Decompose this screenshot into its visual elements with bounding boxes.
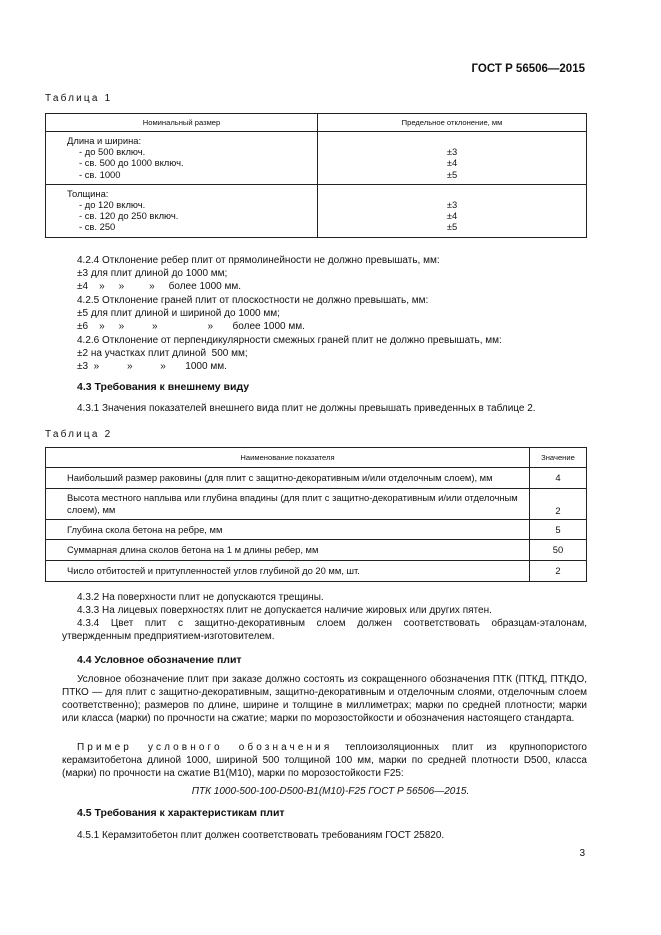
indicator-name: Суммарная длина сколов бетона на 1 м длины ребер, мм	[46, 540, 530, 561]
standard-number: ГОСТ Р 56506—2015	[471, 63, 585, 75]
indicator-name: Высота местного наплыва или глубина впадины (для плит с защитно-декоративным и/или отделочным слоем), мм	[46, 489, 530, 520]
indicator-name: Глубина скола бетона на ребре, мм	[46, 520, 530, 540]
size-item: - св. 500 до 1000 включ.	[79, 157, 184, 169]
para-4-2-6-line-b: ±3 » » » 1000 мм.	[77, 361, 227, 372]
indicator-value: 2	[530, 561, 587, 582]
table-1	[45, 113, 587, 238]
page-number: 3	[579, 848, 585, 859]
size-item: - св. 1000	[79, 168, 121, 180]
para-4-3-1: 4.3.1 Значения показателей внешнего вида плит не должны превышать приведенных в таблице 2.	[77, 403, 536, 414]
section-4-5-heading: 4.5 Требования к характеристикам плит	[77, 807, 285, 819]
table-2-header-name: Наименование показателя	[46, 448, 530, 468]
para-4-2-4-line-a: ±3 для плит длиной до 1000 мм;	[77, 268, 228, 279]
example-label: Пример условного обозначения	[77, 742, 333, 753]
para-4-2-4: 4.2.4 Отклонение ребер плит от прямолинейности не должно превышать, мм:	[77, 255, 440, 266]
para-4-2-5-line-b: ±6 » » » » более 1000 мм.	[77, 321, 305, 332]
table-row	[46, 561, 587, 582]
table-1-header-deviation: Предельное отклонение, мм	[318, 114, 587, 132]
table-1-size-cell	[46, 132, 318, 185]
group-title: Длина и ширина:	[67, 135, 142, 146]
size-item: - до 500 включ.	[79, 146, 146, 158]
indicator-value: 2	[530, 489, 587, 520]
para-4-2-4-line-b: ±4 » » » более 1000 мм.	[77, 281, 241, 292]
table-1-row	[46, 132, 587, 185]
indicator-name: Число отбитостей и притупленностей углов глубиной до 20 мм, шт.	[46, 561, 530, 582]
para-4-3-3: 4.3.3 На лицевых поверхностях плит не допускается наличие жировых или других пятен.	[77, 605, 492, 616]
table-row	[46, 489, 587, 520]
size-item: - до 120 включ.	[79, 199, 146, 211]
para-4-4	[62, 673, 587, 725]
indicator-name: Наибольший размер раковины (для плит с защитно-декоративным и/или отделочным слоем), мм	[46, 468, 530, 489]
para-4-2-6-line-a: ±2 на участках плит длиной 500 мм;	[77, 348, 248, 359]
table-2-caption: Таблица 2	[45, 429, 113, 440]
indicator-value: 50	[530, 540, 587, 561]
table-2	[45, 447, 587, 582]
deviation-value: ±3	[446, 146, 458, 158]
para-4-3-4-text: 4.3.4 Цвет плит с защитно-декоративным слоем должен соответствовать образцам-эталонам, утвержденным предприятием-изготовителем.	[62, 618, 587, 642]
deviation-value: ±3	[446, 199, 458, 210]
table-1-caption: Таблица 1	[45, 93, 113, 104]
group-title: Толщина:	[67, 187, 109, 199]
indicator-value: 5	[530, 520, 587, 540]
table-row	[46, 540, 587, 561]
table-1-header-size: Номинальный размер	[46, 114, 318, 132]
para-4-3-4	[62, 617, 587, 643]
table-1-size-cell	[46, 184, 318, 237]
para-4-2-5-line-a: ±5 для плит длиной и шириной до 1000 мм;	[77, 308, 280, 319]
example-paragraph	[62, 741, 587, 780]
para-4-4-text: Условное обозначение плит при заказе должно состоять из сокращенного обозначения ПТК (ПТКД, ПТКДО, ПТКО — для плит с защитно-декоративным, защитно-декоративным и отделочным слоями, отделочным слоем соответственно); размеров по длине, ширине и толщине в миллиметрах; марки по средней плотности; марки или класса (марки) по прочности на сжатие; марки по морозостойкости и обозначения настоящего стандарта.	[62, 674, 587, 724]
size-item: - св. 120 до 250 включ.	[79, 210, 179, 222]
para-4-2-6: 4.2.6 Отклонение от перпендикулярности смежных граней плит не должно превышать, мм:	[77, 335, 502, 346]
table-row	[46, 468, 587, 489]
table-2-header-value: Значение	[530, 448, 587, 468]
deviation-value: ±5	[446, 168, 458, 180]
indicator-value: 4	[530, 468, 587, 489]
section-4-3-heading: 4.3 Требования к внешнему виду	[77, 381, 250, 393]
para-4-2-5: 4.2.5 Отклонение граней плит от плоскостности не должно превышать, мм:	[77, 295, 429, 306]
section-4-4-heading: 4.4 Условное обозначение плит	[77, 654, 242, 666]
table-row	[46, 520, 587, 540]
example-designation: ПТК 1000-500-100-D500-B1(M10)-F25 ГОСТ Р 56506—2015.	[191, 786, 470, 797]
table-1-row	[46, 184, 587, 237]
table-1-value-cell	[318, 184, 587, 237]
deviation-value: ±4	[446, 210, 458, 222]
example-text: теплоизоляционных плит из крупнопористого керамзитобетона длиной 1000, шириной 500 толщиной 100 мм, марки по средней плотности D500, класса (марки) по прочности на сжатие B1(M10), марки по морозостойкости F25:	[62, 742, 587, 779]
para-4-5-1: 4.5.1 Керамзитобетон плит должен соответствовать требованиям ГОСТ 25820.	[77, 830, 445, 841]
deviation-value: ±5	[446, 221, 458, 233]
size-item: - св. 250	[79, 221, 116, 233]
para-4-3-2: 4.3.2 На поверхности плит не допускаются трещины.	[77, 592, 324, 603]
deviation-value: ±4	[446, 157, 458, 169]
table-1-value-cell	[318, 132, 587, 185]
